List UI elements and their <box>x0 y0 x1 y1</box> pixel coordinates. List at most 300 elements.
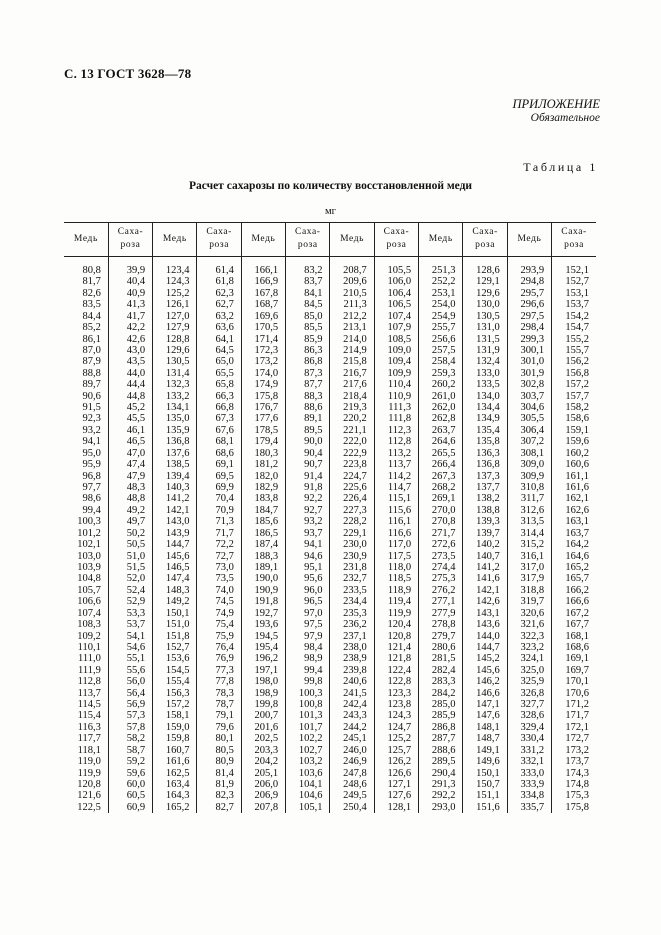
sucrose-cell: 58,7 <box>108 745 152 756</box>
column-header-sucrose: Саха- роза <box>286 223 330 257</box>
sucrose-cell: 103,6 <box>286 768 330 779</box>
copper-cell: 192,7 <box>241 608 285 619</box>
copper-cell: 227,3 <box>330 505 374 516</box>
sucrose-table <box>64 222 596 813</box>
copper-cell: 258,4 <box>419 356 463 367</box>
copper-cell: 335,7 <box>507 802 551 813</box>
sucrose-cell: 129,6 <box>463 288 507 299</box>
copper-cell: 277,9 <box>419 608 463 619</box>
sucrose-cell: 40,4 <box>108 276 152 287</box>
sucrose-cell: 66,8 <box>197 402 241 413</box>
sucrose-cell: 59,6 <box>108 768 152 779</box>
sucrose-cell: 104,6 <box>286 790 330 801</box>
copper-cell: 284,2 <box>419 688 463 699</box>
copper-cell: 183,8 <box>241 493 285 504</box>
sucrose-cell: 58,2 <box>108 733 152 744</box>
sucrose-cell: 71,3 <box>197 516 241 527</box>
sucrose-cell: 89,5 <box>286 425 330 436</box>
copper-cell: 307,2 <box>507 436 551 447</box>
copper-cell: 286,8 <box>419 722 463 733</box>
table-row <box>64 391 596 402</box>
sucrose-cell: 118,0 <box>374 562 418 573</box>
sucrose-cell: 133,0 <box>463 368 507 379</box>
sucrose-cell: 96,0 <box>286 585 330 596</box>
copper-cell: 203,3 <box>241 745 285 756</box>
copper-cell: 88,8 <box>82 367 101 379</box>
sucrose-cell: 137,7 <box>463 482 507 493</box>
sucrose-cell: 94,6 <box>286 551 330 562</box>
table-row <box>64 802 596 813</box>
copper-cell: 92,3 <box>82 413 101 425</box>
copper-cell: 245,1 <box>330 733 374 744</box>
sucrose-cell: 96,5 <box>286 596 330 607</box>
copper-cell: 280,6 <box>419 642 463 653</box>
sucrose-cell: 175,8 <box>552 802 596 813</box>
copper-cell: 285,9 <box>419 710 463 721</box>
sucrose-cell: 94,1 <box>286 539 330 550</box>
copper-cell: 314,4 <box>507 528 551 539</box>
table-row <box>64 368 596 379</box>
copper-cell: 326,8 <box>507 688 551 699</box>
copper-cell: 117,7 <box>77 733 101 745</box>
sucrose-cell: 117,0 <box>374 539 418 550</box>
sucrose-cell: 65,0 <box>197 356 241 367</box>
copper-cell: 211,3 <box>330 299 374 310</box>
copper-cell: 318,8 <box>507 585 551 596</box>
copper-cell: 190,0 <box>241 573 285 584</box>
unit-label: мг <box>325 206 336 217</box>
sucrose-cell: 60,5 <box>108 790 152 801</box>
copper-cell: 155,4 <box>153 676 197 687</box>
sucrose-cell: 117,5 <box>374 551 418 562</box>
column-header-copper: Медь <box>153 223 197 257</box>
sucrose-cell: 74,9 <box>197 608 241 619</box>
sucrose-cell: 106,5 <box>374 299 418 310</box>
copper-cell: 198,9 <box>241 688 285 699</box>
copper-cell: 87,0 <box>82 344 101 356</box>
copper-cell: 323,2 <box>507 642 551 653</box>
copper-cell: 97,7 <box>82 482 101 494</box>
sucrose-cell: 168,6 <box>552 642 596 653</box>
sucrose-cell: 121,4 <box>374 642 418 653</box>
copper-cell: 87,9 <box>82 356 101 368</box>
table-row <box>64 356 596 367</box>
sucrose-cell: 89,1 <box>286 413 330 424</box>
sucrose-cell: 162,6 <box>552 505 596 516</box>
sucrose-cell: 131,9 <box>463 345 507 356</box>
sucrose-cell: 70,9 <box>197 505 241 516</box>
copper-cell: 193,6 <box>241 619 285 630</box>
sucrose-cell: 80,5 <box>197 745 241 756</box>
copper-cell: 189,1 <box>241 562 285 573</box>
sucrose-cell: 47,9 <box>108 471 152 482</box>
copper-cell: 281,5 <box>419 653 463 664</box>
copper-cell: 238,9 <box>330 653 374 664</box>
table-row <box>64 334 596 345</box>
copper-cell: 180,3 <box>241 448 285 459</box>
copper-cell: 299,3 <box>507 334 551 345</box>
copper-cell: 321,6 <box>507 619 551 630</box>
sucrose-cell: 67,3 <box>197 413 241 424</box>
sucrose-cell: 165,7 <box>552 573 596 584</box>
copper-cell: 325,0 <box>507 665 551 676</box>
sucrose-cell: 48,8 <box>108 493 152 504</box>
sucrose-cell: 163,7 <box>552 528 596 539</box>
sucrose-cell: 157,7 <box>552 391 596 402</box>
sucrose-cell: 138,2 <box>463 493 507 504</box>
sucrose-cell: 123,3 <box>374 688 418 699</box>
spacer-cell <box>108 257 152 266</box>
copper-cell: 262,0 <box>419 402 463 413</box>
copper-cell: 244,2 <box>330 722 374 733</box>
copper-cell: 287,7 <box>419 733 463 744</box>
table-row <box>64 745 596 756</box>
copper-cell: 291,3 <box>419 779 463 790</box>
table-row <box>64 733 596 744</box>
copper-cell: 322,3 <box>507 631 551 642</box>
copper-cell: 199,8 <box>241 699 285 710</box>
copper-cell: 334,8 <box>507 790 551 801</box>
sucrose-cell: 54,6 <box>108 642 152 653</box>
table-row <box>64 436 596 447</box>
copper-cell: 102,1 <box>77 539 101 551</box>
sucrose-cell: 134,9 <box>463 413 507 424</box>
copper-cell: 144,7 <box>153 539 197 550</box>
sucrose-cell: 91,4 <box>286 471 330 482</box>
sucrose-cell: 47,0 <box>108 448 152 459</box>
copper-cell: 271,7 <box>419 528 463 539</box>
copper-cell: 143,0 <box>153 516 197 527</box>
sucrose-cell: 55,1 <box>108 653 152 664</box>
copper-cell: 268,2 <box>419 482 463 493</box>
copper-cell: 316,1 <box>507 551 551 562</box>
copper-cell: 240,6 <box>330 676 374 687</box>
sucrose-cell: 106,4 <box>374 288 418 299</box>
sucrose-cell: 109,4 <box>374 356 418 367</box>
sucrose-cell: 85,9 <box>286 334 330 345</box>
sucrose-cell: 148,7 <box>463 733 507 744</box>
copper-cell: 125,2 <box>153 288 197 299</box>
copper-cell: 215,8 <box>330 356 374 367</box>
sucrose-cell: 108,5 <box>374 334 418 345</box>
copper-cell: 115,4 <box>77 710 101 722</box>
copper-cell: 301,0 <box>507 356 551 367</box>
sucrose-cell: 143,6 <box>463 619 507 630</box>
sucrose-cell: 153,7 <box>552 299 596 310</box>
copper-cell: 309,0 <box>507 459 551 470</box>
copper-cell: 306,4 <box>507 425 551 436</box>
sucrose-cell: 110,9 <box>374 391 418 402</box>
table-row <box>64 425 596 436</box>
copper-cell: 158,1 <box>153 710 197 721</box>
sucrose-cell: 140,2 <box>463 539 507 550</box>
appendix-title: ПРИЛОЖЕНИЕ <box>512 97 600 111</box>
sucrose-cell: 76,9 <box>197 653 241 664</box>
copper-cell: 274,4 <box>419 562 463 573</box>
spacer-cell <box>153 257 197 266</box>
copper-cell: 85,2 <box>82 322 101 334</box>
table-row <box>64 493 596 504</box>
sucrose-cell: 51,0 <box>108 551 152 562</box>
sucrose-cell: 55,6 <box>108 665 152 676</box>
sucrose-cell: 40,9 <box>108 288 152 299</box>
copper-cell: 279,7 <box>419 631 463 642</box>
sucrose-cell: 149,1 <box>463 745 507 756</box>
copper-cell: 111,9 <box>77 664 101 676</box>
table-row <box>64 448 596 459</box>
column-header-copper: Медь <box>241 223 285 257</box>
copper-cell: 118,1 <box>77 744 101 756</box>
copper-cell: 305,5 <box>507 413 551 424</box>
table-row <box>64 722 596 733</box>
sucrose-cell: 145,6 <box>463 665 507 676</box>
sucrose-cell: 169,7 <box>552 665 596 676</box>
sucrose-cell: 82,3 <box>197 790 241 801</box>
sucrose-cell: 166,6 <box>552 596 596 607</box>
copper-cell: 96,8 <box>82 470 101 482</box>
table-row <box>64 482 596 493</box>
copper-cell: 108,3 <box>77 619 101 631</box>
sucrose-cell: 52,4 <box>108 585 152 596</box>
copper-cell: 237,1 <box>330 631 374 642</box>
spacer-cell <box>507 257 551 266</box>
copper-cell: 239,8 <box>330 665 374 676</box>
sucrose-cell: 150,1 <box>463 768 507 779</box>
sucrose-cell: 50,2 <box>108 528 152 539</box>
sucrose-cell: 164,6 <box>552 551 596 562</box>
copper-cell: 149,2 <box>153 596 197 607</box>
sucrose-cell: 60,0 <box>108 779 152 790</box>
sucrose-cell: 52,0 <box>108 573 152 584</box>
copper-cell: 162,5 <box>153 768 197 779</box>
sucrose-cell: 42,6 <box>108 334 152 345</box>
copper-cell: 138,5 <box>153 459 197 470</box>
sucrose-cell: 97,5 <box>286 619 330 630</box>
appendix-block <box>513 97 600 125</box>
sucrose-cell: 124,7 <box>374 722 418 733</box>
copper-cell: 100,3 <box>77 516 101 528</box>
copper-cell: 147,4 <box>153 573 197 584</box>
sucrose-cell: 43,5 <box>108 356 152 367</box>
sucrose-cell: 98,4 <box>286 642 330 653</box>
sucrose-cell: 45,2 <box>108 402 152 413</box>
copper-cell: 331,2 <box>507 745 551 756</box>
copper-cell: 230,9 <box>330 551 374 562</box>
copper-cell: 313,5 <box>507 516 551 527</box>
copper-cell: 179,4 <box>241 436 285 447</box>
column-header-copper: Медь <box>64 223 108 257</box>
sucrose-cell: 57,3 <box>108 710 152 721</box>
copper-cell: 172,3 <box>241 345 285 356</box>
sucrose-cell: 88,3 <box>286 391 330 402</box>
sucrose-cell: 83,2 <box>286 265 330 276</box>
copper-cell: 95,0 <box>82 447 101 459</box>
table-row <box>64 619 596 630</box>
copper-cell: 223,8 <box>330 459 374 470</box>
sucrose-cell: 172,1 <box>552 722 596 733</box>
sucrose-cell: 100,8 <box>286 699 330 710</box>
sucrose-cell: 112,8 <box>374 436 418 447</box>
copper-cell: 152,7 <box>153 642 197 653</box>
sucrose-cell: 76,4 <box>197 642 241 653</box>
sucrose-cell: 130,5 <box>463 311 507 322</box>
copper-cell: 196,2 <box>241 653 285 664</box>
copper-cell: 210,5 <box>330 288 374 299</box>
sucrose-cell: 83,7 <box>286 276 330 287</box>
sucrose-cell: 100,3 <box>286 688 330 699</box>
copper-cell: 174,0 <box>241 368 285 379</box>
sucrose-cell: 69,5 <box>197 471 241 482</box>
copper-cell: 194,5 <box>241 631 285 642</box>
sucrose-cell: 113,7 <box>374 459 418 470</box>
spacer-cell <box>197 257 241 266</box>
copper-cell: 182,0 <box>241 471 285 482</box>
copper-cell: 95,9 <box>82 459 101 471</box>
sucrose-cell: 146,2 <box>463 676 507 687</box>
copper-cell: 143,9 <box>153 528 197 539</box>
copper-cell: 187,4 <box>241 539 285 550</box>
copper-cell: 256,6 <box>419 334 463 345</box>
copper-cell: 107,4 <box>77 607 101 619</box>
sucrose-cell: 159,1 <box>552 425 596 436</box>
copper-cell: 222,0 <box>330 436 374 447</box>
copper-cell: 201,6 <box>241 722 285 733</box>
sucrose-cell: 145,2 <box>463 653 507 664</box>
sucrose-cell: 131,0 <box>463 322 507 333</box>
sucrose-cell: 144,7 <box>463 642 507 653</box>
spacer-cell <box>463 257 507 266</box>
copper-cell: 232,7 <box>330 573 374 584</box>
copper-cell: 151,8 <box>153 631 197 642</box>
sucrose-cell: 171,2 <box>552 699 596 710</box>
copper-cell: 135,9 <box>153 425 197 436</box>
sucrose-cell: 52,9 <box>108 596 152 607</box>
sucrose-cell: 122,8 <box>374 676 418 687</box>
sucrose-cell: 43,0 <box>108 345 152 356</box>
sucrose-cell: 135,8 <box>463 436 507 447</box>
sucrose-cell: 136,3 <box>463 448 507 459</box>
copper-cell: 167,8 <box>241 288 285 299</box>
sucrose-cell: 84,5 <box>286 299 330 310</box>
sucrose-cell: 160,6 <box>552 459 596 470</box>
sucrose-cell: 127,6 <box>374 790 418 801</box>
sucrose-cell: 90,7 <box>286 459 330 470</box>
table-row <box>64 265 596 276</box>
sucrose-cell: 78,3 <box>197 688 241 699</box>
sucrose-cell: 75,4 <box>197 619 241 630</box>
sucrose-cell: 75,9 <box>197 631 241 642</box>
sucrose-cell: 162,1 <box>552 493 596 504</box>
copper-cell: 126,1 <box>153 299 197 310</box>
copper-cell: 234,4 <box>330 596 374 607</box>
sucrose-cell: 147,1 <box>463 699 507 710</box>
copper-cell: 136,8 <box>153 436 197 447</box>
copper-cell: 265,5 <box>419 448 463 459</box>
sucrose-cell: 116,6 <box>374 528 418 539</box>
copper-cell: 250,4 <box>330 802 374 813</box>
sucrose-cell: 124,3 <box>374 710 418 721</box>
sucrose-cell: 141,6 <box>463 573 507 584</box>
table-row <box>64 345 596 356</box>
sucrose-cell: 88,6 <box>286 402 330 413</box>
sucrose-cell: 141,2 <box>463 562 507 573</box>
copper-cell: 275,3 <box>419 573 463 584</box>
sucrose-cell: 116,1 <box>374 516 418 527</box>
copper-cell: 303,7 <box>507 391 551 402</box>
sucrose-cell: 163,1 <box>552 516 596 527</box>
copper-cell: 148,3 <box>153 585 197 596</box>
copper-cell: 288,6 <box>419 745 463 756</box>
sucrose-cell: 87,7 <box>286 379 330 390</box>
copper-cell: 137,6 <box>153 448 197 459</box>
copper-cell: 238,0 <box>330 642 374 653</box>
sucrose-cell: 93,7 <box>286 528 330 539</box>
sucrose-cell: 49,2 <box>108 505 152 516</box>
sucrose-cell: 139,3 <box>463 516 507 527</box>
copper-cell: 319,7 <box>507 596 551 607</box>
copper-cell: 225,6 <box>330 482 374 493</box>
copper-cell: 209,6 <box>330 276 374 287</box>
copper-cell: 261,0 <box>419 391 463 402</box>
column-header-copper: Медь <box>419 223 463 257</box>
copper-cell: 80,8 <box>82 265 101 276</box>
sucrose-cell: 167,2 <box>552 608 596 619</box>
copper-cell: 90,6 <box>82 390 101 402</box>
sucrose-cell: 109,0 <box>374 345 418 356</box>
copper-cell: 320,6 <box>507 608 551 619</box>
copper-cell: 173,2 <box>241 356 285 367</box>
table-row <box>64 676 596 687</box>
copper-cell: 114,5 <box>77 699 101 711</box>
spacer-cell <box>286 257 330 266</box>
table-row <box>64 551 596 562</box>
copper-cell: 282,4 <box>419 665 463 676</box>
copper-cell: 304,6 <box>507 402 551 413</box>
copper-cell: 104,8 <box>77 573 101 585</box>
table-row <box>64 379 596 390</box>
copper-cell: 233,5 <box>330 585 374 596</box>
table-spacer-row <box>64 257 596 266</box>
sucrose-cell: 44,0 <box>108 368 152 379</box>
sucrose-cell: 48,3 <box>108 482 152 493</box>
copper-cell: 154,5 <box>153 665 197 676</box>
copper-cell: 171,4 <box>241 334 285 345</box>
copper-cell: 242,4 <box>330 699 374 710</box>
column-header-copper: Медь <box>507 223 551 257</box>
copper-cell: 293,9 <box>507 265 551 276</box>
copper-cell: 273,5 <box>419 551 463 562</box>
table-row <box>64 573 596 584</box>
copper-cell: 127,9 <box>153 322 197 333</box>
copper-cell: 236,2 <box>330 619 374 630</box>
sucrose-cell: 143,1 <box>463 608 507 619</box>
column-header-copper: Медь <box>330 223 374 257</box>
table-row <box>64 585 596 596</box>
sucrose-cell: 99,4 <box>286 665 330 676</box>
copper-cell: 294,8 <box>507 276 551 287</box>
table-row <box>64 562 596 573</box>
copper-cell: 106,6 <box>77 596 101 608</box>
sucrose-cell: 136,8 <box>463 459 507 470</box>
table-row <box>64 596 596 607</box>
copper-cell: 110,1 <box>77 641 101 653</box>
table-row <box>64 516 596 527</box>
sucrose-cell: 121,8 <box>374 653 418 664</box>
copper-cell: 129,6 <box>153 345 197 356</box>
copper-cell: 224,7 <box>330 471 374 482</box>
copper-cell: 298,4 <box>507 322 551 333</box>
table-row <box>64 459 596 470</box>
